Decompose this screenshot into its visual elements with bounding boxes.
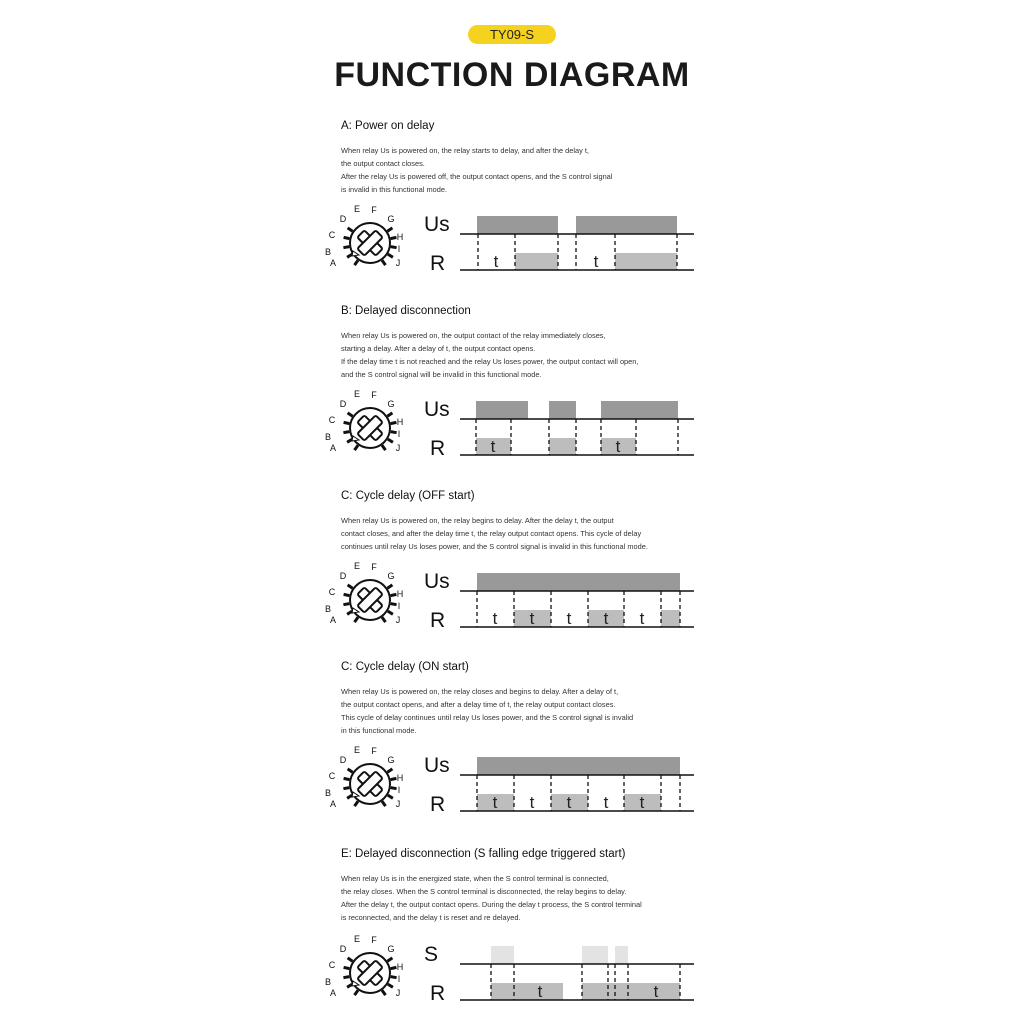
dial-tick [344,967,350,968]
dial-label-g: G [387,399,395,409]
dial-tick [355,260,358,265]
dial-tick [388,611,393,614]
delay-t-label: t [566,609,572,628]
dial-label-i: I [397,974,401,984]
dial-tick [387,769,392,772]
signal-on-bar [477,757,680,775]
description-line: When relay Us is powered on, the relay begins to delay. After the delay t, the output [341,516,614,525]
dial-tick [343,247,349,248]
row-label-top: Us [424,570,450,593]
dial-label-a: A [329,443,337,453]
dial-tick [382,617,385,622]
dial-label-i: I [397,244,401,254]
row-label-bottom: R [430,437,446,460]
delay-t-label: t [603,609,609,628]
dial-label-e: E [353,561,361,571]
dial-label-j: J [395,615,401,625]
section-title: A: Power on delay [341,120,435,132]
dial-tick [391,422,397,423]
row-label-top: Us [424,754,450,777]
section-description [341,685,711,737]
dial-tick [391,967,397,968]
dial-label-f: F [371,562,377,572]
delay-t-label: t [492,793,498,812]
signal-on-bar [576,216,677,234]
dial-label-j: J [395,799,401,809]
signal-on-bar [582,946,608,964]
dial-label-e: E [353,745,361,755]
description-line: continues until relay Us loses power, and the S control signal is invalid in this functional mode. [341,542,648,551]
dial-label-j: J [395,258,401,268]
dial-label-f: F [371,390,377,400]
section-delayed-disconnection [341,305,711,381]
section-description [341,329,711,381]
row-label-bottom: R [430,609,446,632]
dial-tick [391,237,397,238]
dial-label-b: B [324,977,332,987]
delay-t-label: t [639,609,645,628]
signal-on-bar [615,946,628,964]
section-cycle-delay-off-start [341,490,711,553]
dial-label-i: I [397,429,401,439]
dial-label-a: A [329,988,337,998]
dial-label-b: B [324,604,332,614]
dial-tick [355,990,358,995]
dial-label-c: C [328,230,336,240]
dial-label-i: I [397,785,401,795]
delay-t-label: t [653,982,659,1001]
delay-t-label: t [593,252,599,271]
dial-label-a: A [329,258,337,268]
delay-t-label: t [492,609,498,628]
relay-on-bar [491,983,563,1000]
dial-tick [387,585,392,588]
dial-tick [391,594,397,595]
dial-label-d: D [339,944,347,954]
delay-t-label: t [529,609,535,628]
dial-tick [343,432,349,433]
dial-tick [347,439,352,442]
timing-diagram-c-off [320,557,700,637]
dial-label-h: H [396,417,404,427]
row-label-top: Us [424,398,450,421]
description-line: When relay Us is powered on, the relay closes and begins to delay. After a delay of t, [341,687,619,696]
dial-tick [391,604,397,605]
dial-label-e: E [353,389,361,399]
signal-on-bar [477,573,680,591]
dial-label-h: H [396,962,404,972]
dial-tick [382,445,385,450]
dial-tick [344,594,350,595]
timing-diagram-a [320,200,700,280]
dial-tick [348,228,353,231]
relay-on-bar [515,253,558,270]
selector-dial [325,745,403,809]
delay-t-label: t [615,437,621,456]
dial-label-g: G [387,755,395,765]
dial-tick [388,254,393,257]
dial-tick [391,432,397,433]
section-title: B: Delayed disconnection [341,305,471,317]
section-title: C: Cycle delay (OFF start) [341,490,475,502]
dial-label-a: A [329,615,337,625]
dial-tick [343,604,349,605]
signal-on-bar [476,401,528,419]
dial-tick [343,977,349,978]
section-s-falling-edge [341,848,711,924]
dial-tick [344,422,350,423]
relay-on-bar [582,983,680,1000]
signal-on-bar [601,401,678,419]
dial-tick [391,977,397,978]
dial-label-g: G [387,571,395,581]
dial-tick [388,439,393,442]
selector-dial [325,561,403,625]
description-line: contact closes, and after the delay time t, the relay output contact opens. This cycle of delay [341,529,642,538]
dial-label-e: E [353,934,361,944]
dial-tick [347,984,352,987]
delay-t-label: t [537,982,543,1001]
timing-diagram-b [320,385,700,465]
timing-diagram-c-on [320,741,700,821]
relay-on-bar [615,253,677,270]
dial-label-c: C [328,771,336,781]
dial-label-j: J [395,988,401,998]
description-line: is invalid in this functional mode. [341,185,447,194]
dial-tick [391,788,397,789]
description-line: and the S control signal will be invalid in this functional mode. [341,370,542,379]
description-line: When relay Us is powered on, the relay starts to delay, and after the delay t, [341,146,589,155]
dial-label-h: H [396,589,404,599]
dial-label-h: H [396,232,404,242]
dial-tick [388,984,393,987]
dial-label-j: J [395,443,401,453]
section-power-on-delay [341,120,711,196]
dial-tick [343,788,349,789]
timing-diagram-e [320,930,700,1010]
section-description [341,872,711,924]
delay-t-label: t [493,252,499,271]
dial-label-c: C [328,587,336,597]
dial-label-a: A [329,799,337,809]
dial-label-b: B [324,432,332,442]
dial-tick [348,769,353,772]
dial-tick [382,990,385,995]
dial-label-c: C [328,415,336,425]
section-description [341,144,711,196]
description-line: is reconnected, and the delay t is reset and re delayed. [341,913,521,922]
selector-dial [325,389,403,453]
description-line: the output contact closes. [341,159,425,168]
description-line: When relay Us is in the energized state, when the S control terminal is connected, [341,874,609,883]
selector-dial [325,204,403,268]
dial-label-e: E [353,204,361,214]
dial-tick [344,778,350,779]
signal-on-bar [491,946,514,964]
dial-tick [355,801,358,806]
dial-tick [344,237,350,238]
description-line: After the delay t, the output contact opens. During the delay t process, the S control terminal [341,900,642,909]
dial-tick [355,617,358,622]
dial-label-b: B [324,247,332,257]
relay-on-bar [661,610,680,627]
dial-tick [391,778,397,779]
dial-tick [387,413,392,416]
description-line: After the relay Us is powered off, the output contact opens, and the S control signal [341,172,613,181]
model-badge: TY09-S [468,25,556,44]
dial-tick [348,413,353,416]
dial-tick [347,611,352,614]
dial-tick [387,228,392,231]
relay-on-bar [549,438,576,455]
selector-dial [325,934,403,998]
row-label-bottom: R [430,793,446,816]
dial-tick [388,795,393,798]
dial-label-i: I [397,601,401,611]
delay-t-label: t [639,793,645,812]
dial-tick [348,958,353,961]
dial-label-d: D [339,214,347,224]
dial-label-f: F [371,205,377,215]
description-line: the output contact opens, and after a delay time of t, the relay output contact closes. [341,700,616,709]
dial-label-d: D [339,399,347,409]
row-label-top: S [424,943,439,966]
dial-tick [391,247,397,248]
signal-on-bar [477,216,558,234]
section-title: E: Delayed disconnection (S falling edge triggered start) [341,848,626,860]
dial-label-h: H [396,773,404,783]
dial-tick [348,585,353,588]
dial-label-g: G [387,214,395,224]
dial-tick [382,260,385,265]
row-label-top: Us [424,213,450,236]
delay-t-label: t [566,793,572,812]
row-label-bottom: R [430,252,446,275]
description-line: When relay Us is powered on, the output contact of the relay immediately closes, [341,331,606,340]
dial-label-c: C [328,960,336,970]
dial-label-g: G [387,944,395,954]
dial-tick [347,254,352,257]
description-line: This cycle of delay continues until relay Us loses power, and the S control signal is invalid [341,713,634,722]
description-line: in this functional mode. [341,726,417,735]
section-cycle-delay-on-start [341,661,711,737]
dial-tick [382,801,385,806]
description-line: starting a delay. After a delay of t, the output contact opens. [341,344,536,353]
dial-label-d: D [339,571,347,581]
section-title: C: Cycle delay (ON start) [341,661,469,673]
dial-label-f: F [371,935,377,945]
delay-t-label: t [529,793,535,812]
dial-tick [387,958,392,961]
delay-t-label: t [490,437,496,456]
description-line: the relay closes. When the S control terminal is disconnected, the relay begins to delay. [341,887,627,896]
description-line: If the delay time t is not reached and the relay Us loses power, the output contact will open, [341,357,639,366]
dial-tick [347,795,352,798]
dial-label-b: B [324,788,332,798]
row-label-bottom: R [430,982,446,1005]
dial-label-f: F [371,746,377,756]
delay-t-label: t [603,793,609,812]
dial-label-d: D [339,755,347,765]
section-description [341,514,711,553]
signal-on-bar [549,401,576,419]
dial-tick [355,445,358,450]
page-title: FUNCTION DIAGRAM [334,56,690,94]
